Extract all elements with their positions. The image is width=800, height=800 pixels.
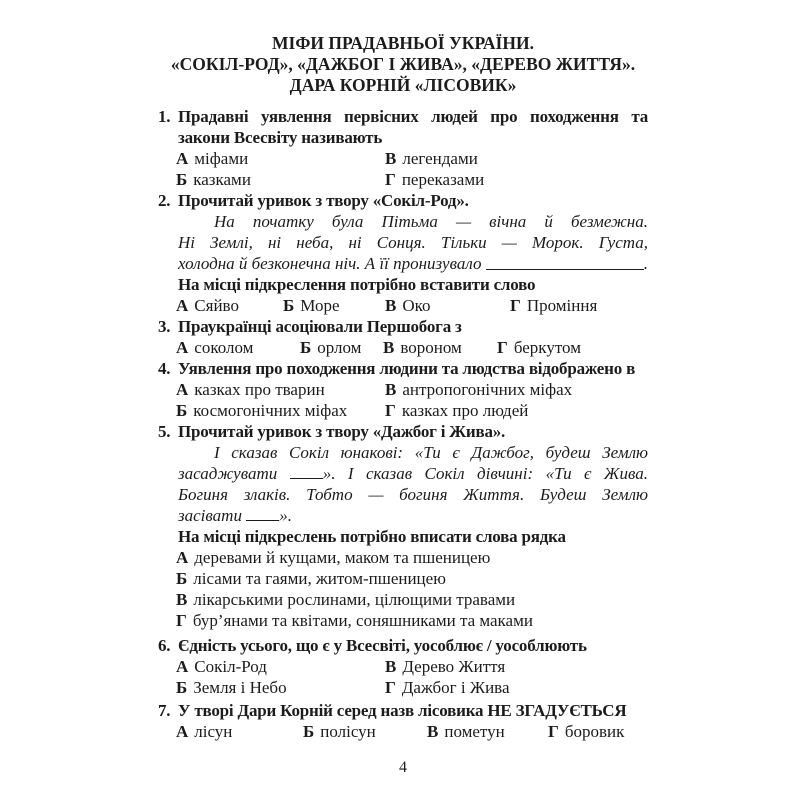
option-letter: Г [548,722,559,741]
question-2-option-Б: Б Море [283,296,340,315]
option-letter: Б [300,338,312,357]
excerpt-text: . [643,254,648,273]
question-4-option-Г: Г казках про людей [385,401,529,420]
option-letter: Г [385,401,396,420]
question-4-number: 4. [158,359,171,378]
question-5-option-Б: Б лісами та гаями, житом-пшеницею [176,569,446,588]
option-letter: Г [497,338,508,357]
option-letter: Б [176,678,188,697]
question-6-options [176,656,648,698]
option-letter: Г [176,611,187,630]
question-6-number: 6. [158,636,171,655]
question-2-number: 2. [158,191,171,210]
option-letter: А [176,722,189,741]
question-6 [158,635,648,698]
question-7-options [176,721,648,742]
title-line-3: ДАРА КОРНІЙ «ЛІСОВИК» [289,75,517,95]
question-6-option-Г: Г Дажбог і Жива [385,678,510,697]
option-letter: Б [176,569,188,588]
question-7-option-А: А лісун [176,722,233,741]
question-2-option-А: А Сяйво [176,296,239,315]
question-2 [158,190,648,316]
question-7-number: 7. [158,701,171,720]
question-text-line: Прочитай уривок з твору «Сокіл-Род». [178,191,469,210]
question-5-excerpt [158,442,648,526]
question-7-option-Г: Г боровик [548,722,625,741]
question-4-option-А: А казках про тварин [176,380,325,399]
question-1-options [176,148,648,190]
option-letter: Г [510,296,521,315]
question-1-option-В: В легендами [385,149,478,168]
question-3-option-А: А соколом [176,338,254,357]
option-letter: А [176,548,189,567]
option-letter: В [385,380,397,399]
question-4 [158,358,648,421]
blank-line [486,253,644,270]
excerpt-line: Богиня злаків. Тобто — богиня Життя. Будеш Землю [178,485,648,504]
question-6-option-Б: Б Земля і Небо [176,678,287,697]
page-title [158,33,648,96]
page-number: 4 [399,759,407,776]
question-text-line: Прадавні уявлення первісних людей про походження та [178,107,648,126]
question-6-text [158,635,648,656]
question-6-option-А: А Сокіл-Род [176,657,267,676]
question-5 [158,421,648,631]
title-line-2: «СОКІЛ-РОД», «ДАЖБОГ І ЖИВА», «ДЕРЕВО ЖИТТЯ». [170,54,636,74]
question-7 [158,700,648,742]
question-3-option-В: В вороном [383,338,462,357]
question-6-option-В: В Дерево Життя [385,657,506,676]
option-letter: Б [283,296,295,315]
option-letter: Г [385,678,396,697]
question-5-text [158,421,648,442]
option-letter: А [176,338,189,357]
question-4-option-Б: Б космогонічних міфах [176,401,348,420]
question-text-line: Праукраїнці асоціювали Першобога з [178,317,462,336]
question-5-instruction: На місці підкреслень потрібно вписати слова рядка [178,527,566,546]
excerpt-line [178,253,648,274]
option-letter: Б [176,170,188,189]
question-1-option-А: А міфами [176,149,249,168]
excerpt-line: На початку була Пітьма — вічна й безмежна. [214,212,648,231]
question-1-number: 1. [158,107,171,126]
option-letter: А [176,380,189,399]
option-letter: В [385,657,397,676]
excerpt-line: І сказав Сокіл юнакові: «Ти є Дажбог, будеш Землю [214,443,648,462]
question-5-option-В: В лікарськими рослинами, цілющими травами [176,590,516,609]
question-text-line: Єдність усього, що є у Всесвіті, уособлює / уособлюють [178,636,587,655]
option-letter: В [383,338,395,357]
question-3 [158,316,648,358]
option-letter: В [385,149,397,168]
question-text-line: Прочитай уривок з твору «Дажбог і Жива». [178,422,506,441]
question-3-options [176,337,648,358]
question-1 [158,106,648,190]
option-letter: В [385,296,397,315]
option-letter: Б [176,401,188,420]
question-7-option-В: В пометун [427,722,505,741]
question-2-excerpt [158,211,648,274]
question-1-option-Г: Г переказами [385,170,485,189]
questions-list [158,106,648,742]
question-5-option-Г: Г бур’янами та квітами, соняшниками та маками [176,611,533,630]
question-3-text [158,316,648,337]
question-text-line: Уявлення про походження людини та людства відображено в [178,359,636,378]
question-2-option-Г: Г Проміння [510,296,598,315]
question-5-options [176,547,648,631]
question-4-options [176,379,648,421]
question-1-text [158,106,648,148]
option-letter: А [176,657,189,676]
option-letter: В [427,722,439,741]
blank-line [290,465,323,479]
question-3-option-Б: Б орлом [300,338,362,357]
blank-line [246,507,279,521]
page-content [158,0,648,742]
question-5-number: 5. [158,422,171,441]
question-5-option-А: А деревами й кущами, маком та пшеницею [176,548,491,567]
question-4-option-В: В антропогонічних міфах [385,380,573,399]
title-line-1: МІФИ ПРАДАВНЬОЇ УКРАЇНИ. [272,33,534,53]
option-letter: А [176,149,189,168]
excerpt-line: засівати ». [178,506,292,525]
question-3-option-Г: Г беркутом [497,338,581,357]
option-letter: Б [303,722,315,741]
excerpt-line: Ні Землі, ні неба, ні Сонця. Тільки — Морок. Густа, [178,233,648,252]
question-7-text [158,700,648,721]
option-letter: А [176,296,189,315]
question-2-option-В: В Око [385,296,431,315]
question-7-option-Б: Б полісун [303,722,376,741]
excerpt-text: холодна й безконечна ніч. А її пронизувало [178,254,486,273]
question-1-option-Б: Б казками [176,170,251,189]
option-letter: В [176,590,188,609]
excerpt-line: засаджувати ». І сказав Сокіл дівчині: «Ти є Жива. [178,464,648,483]
question-4-text [158,358,648,379]
question-2-options [176,295,648,316]
option-letter: Г [385,170,396,189]
question-text-line: У творі Дари Корній серед назв лісовика НЕ ЗГАДУЄТЬСЯ [178,701,627,720]
question-3-number: 3. [158,317,171,336]
question-2-instruction: На місці підкреслення потрібно вставити слово [178,275,536,294]
question-text-line: закони Всесвіту називають [178,128,383,147]
question-2-text [158,190,648,211]
